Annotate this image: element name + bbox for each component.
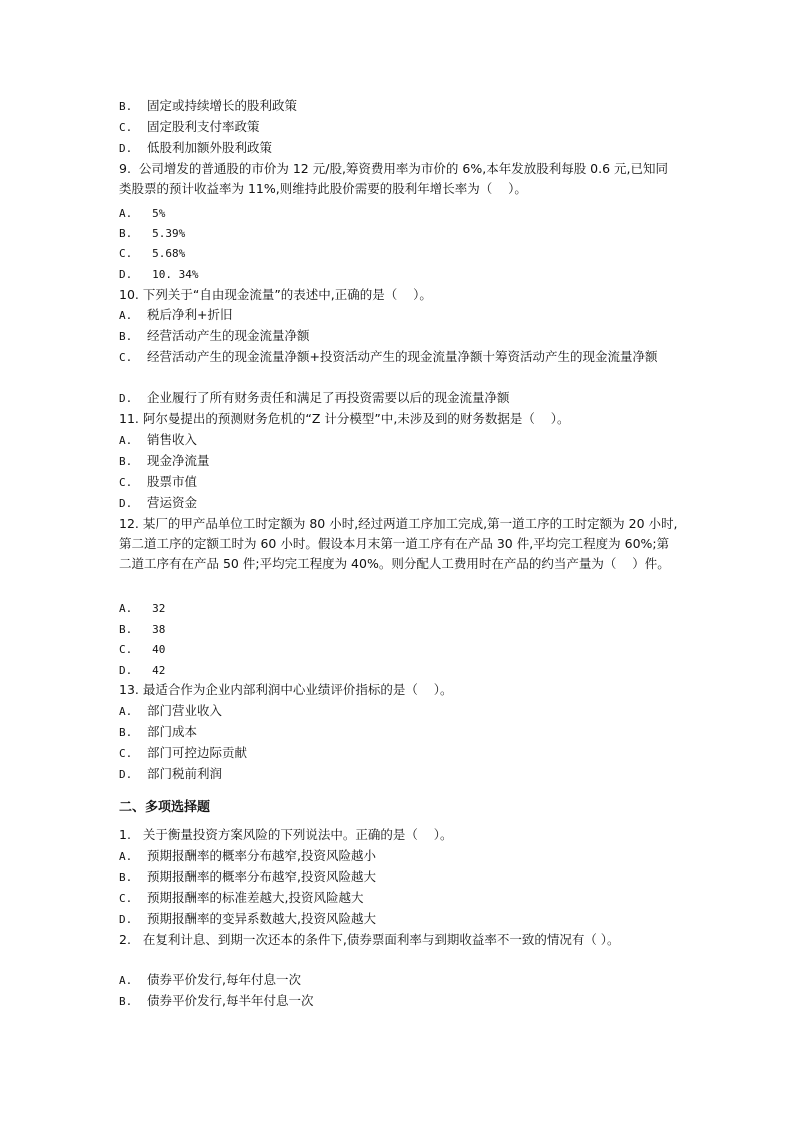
question-12: 12. 某厂的甲产品单位工时定额为 80 小时,经过两道工序加工完成,第一道工序的工时定额为 20 小时,第二道工序的定额工时为 60 小时。假设本月末第一道工序有在产品 30 件,平均完工程度为 60%;第二道工序有在产品 50 件;平均完工程度为 40%。则分配人工费用时在产品的约当产量为（ ）件。 <box>119 516 678 571</box>
q12-option-b: B. 38 <box>119 623 166 636</box>
q11-option-c: C. 股票市值 <box>119 474 198 489</box>
q9-option-a: A. 5% <box>119 207 166 220</box>
m1-option-d: D. 预期报酬率的变异系数越大,投资风险越大 <box>119 911 376 926</box>
q12-option-c: C. 40 <box>119 643 166 656</box>
q9-option-c: C. 5.68% <box>119 247 186 260</box>
m1-option-a: A. 预期报酬率的概率分布越窄,投资风险越小 <box>119 848 376 863</box>
multi-question-1: 1. 关于衡量投资方案风险的下列说法中。正确的是（ ）。 <box>119 827 453 842</box>
q9-option-b: B. 5.39% <box>119 227 186 240</box>
m2-option-b: B. 债券平价发行,每半年付息一次 <box>119 993 314 1008</box>
q11-option-d: D. 营运资金 <box>119 495 198 510</box>
section-heading-multiple-choice: 二、多项选择题 <box>119 800 211 815</box>
q10-option-b: B. 经营活动产生的现金流量净额 <box>119 328 310 343</box>
option-b-line: B. 固定或持续增长的股利政策 <box>119 98 298 113</box>
question-13: 13. 最适合作为企业内部利润中心业绩评价指标的是（ ）。 <box>119 682 453 697</box>
option-c-line: C. 固定股利支付率政策 <box>119 119 260 134</box>
q13-option-d: D. 部门税前利润 <box>119 766 223 781</box>
q13-option-b: B. 部门成本 <box>119 724 198 739</box>
multi-question-2: 2. 在复利计息、到期一次还本的条件下,债券票面利率与到期收益率不一致的情况有（ ）。 <box>119 932 620 947</box>
q9-option-d: D. 10. 34% <box>119 268 199 281</box>
option-d-line: D. 低股利加额外股利政策 <box>119 140 273 155</box>
q13-option-a: A. 部门营业收入 <box>119 703 223 718</box>
q10-option-c: C. 经营活动产生的现金流量净额+投资活动产生的现金流量净额十筹资活动产生的现金流量净额 <box>119 349 658 364</box>
question-9: 9. 公司增发的普通股的市价为 12 元/股,筹资费用率为市价的 6%,本年发放股利每股 0.6 元,已知同类股票的预计收益率为 11%,则维持此股价需要的股利年增长率为（ ）。 <box>119 161 668 196</box>
q11-option-a: A. 销售收入 <box>119 432 198 447</box>
m2-option-a: A. 债券平价发行,每年付息一次 <box>119 972 301 987</box>
q11-option-b: B. 现金净流量 <box>119 453 210 468</box>
q10-option-a: A. 税后净利+折旧 <box>119 307 233 322</box>
question-11: 11. 阿尔曼提出的预测财务危机的“Z 计分模型”中,未涉及到的财务数据是（ ）。 <box>119 411 570 426</box>
q13-option-c: C. 部门可控边际贡献 <box>119 745 248 760</box>
question-10: 10. 下列关于“自由现金流量”的表述中,正确的是（ ）。 <box>119 287 432 302</box>
m1-option-c: C. 预期报酬率的标准差越大,投资风险越大 <box>119 890 364 905</box>
q10-option-d: D. 企业履行了所有财务责任和满足了再投资需要以后的现金流量净额 <box>119 390 510 405</box>
q12-option-a: A. 32 <box>119 602 166 615</box>
m1-option-b: B. 预期报酬率的概率分布越窄,投资风险越大 <box>119 869 376 884</box>
q12-option-d: D. 42 <box>119 664 166 677</box>
